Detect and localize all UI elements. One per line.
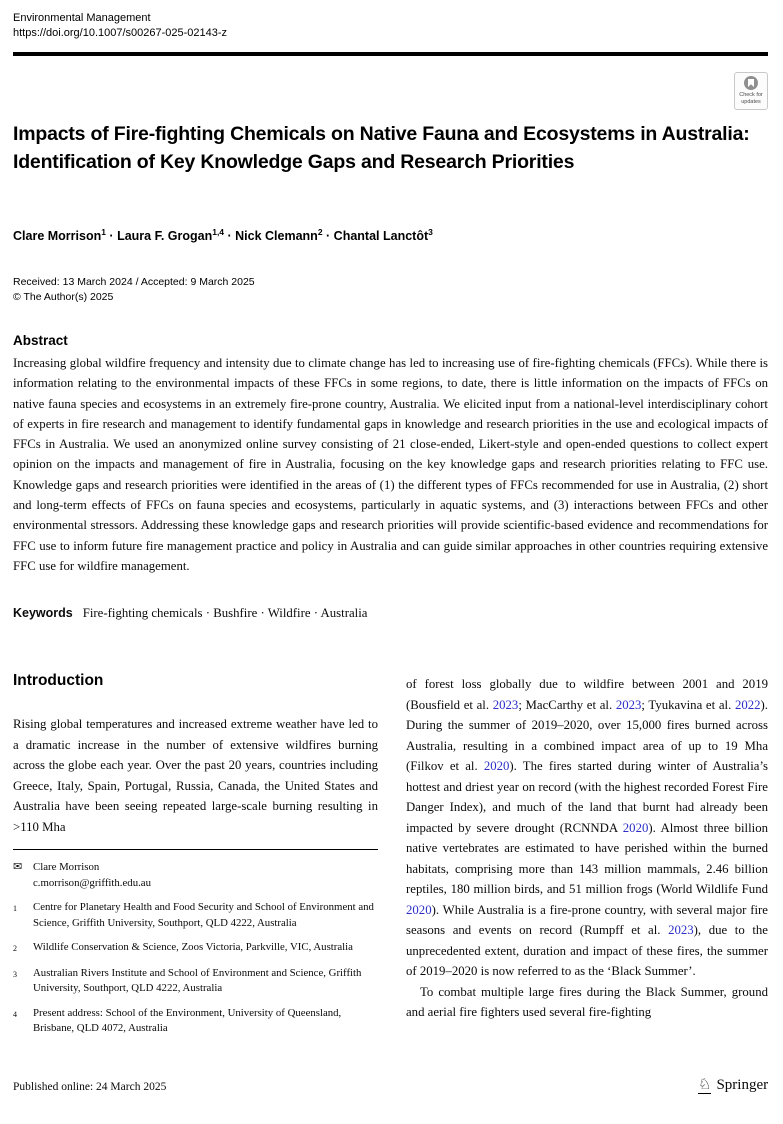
doi-link[interactable]: https://doi.org/10.1007/s00267-025-02143-z bbox=[13, 27, 228, 39]
article-title: Impacts of Fire-fighting Chemicals on Native Fauna and Ecosystems in Australia: Identification of Key Knowledge Gaps and Research Priorities bbox=[13, 123, 750, 173]
affiliation-number: 1 bbox=[13, 904, 17, 913]
crossmark-icon bbox=[744, 76, 758, 90]
check-for-updates-button[interactable] bbox=[734, 72, 768, 110]
citation-link[interactable]: 2020 bbox=[622, 820, 649, 835]
citation-link[interactable]: 2023 bbox=[668, 923, 694, 937]
affiliation-number: 4 bbox=[13, 1009, 17, 1019]
article-history bbox=[13, 275, 255, 305]
keywords-values: Fire-fighting chemicals · Bushfire · Wildfire · Australia bbox=[82, 606, 368, 620]
affiliation-text: Australian Rivers Institute and School of Environment and Science, Griffith University, Southport, QLD 4222, Australia bbox=[33, 966, 362, 994]
affiliation-text: Centre for Planetary Health and Food Security and School of Environment and Science, Griffith University, Southport, QLD 4222, Australia bbox=[33, 901, 374, 929]
affiliation-text: Present address: School of the Environment, University of Queensland, Brisbane, QLD 4072, Australia bbox=[33, 1006, 342, 1034]
header-rule bbox=[13, 52, 768, 56]
keywords-line bbox=[13, 606, 768, 621]
citation-link[interactable]: 2020 bbox=[406, 902, 432, 917]
journal-header bbox=[13, 11, 227, 41]
correspondence-name: Clare Morrison bbox=[33, 861, 100, 873]
footnote-block bbox=[13, 849, 378, 1037]
correspondence-email[interactable]: c.morrison@griffith.edu.au bbox=[33, 876, 151, 889]
affiliation-text: Wildlife Conservation & Science, Zoos Victoria, Parkville, VIC, Australia bbox=[33, 941, 353, 953]
springer-logo bbox=[698, 1077, 768, 1094]
intro-right-paragraph-2: To combat multiple large fires during the Black Summer, ground and aerial fire fighters used several fire-fighting bbox=[406, 984, 768, 1019]
springer-wordmark: Springer bbox=[716, 1077, 769, 1093]
abstract-heading: Abstract bbox=[13, 333, 68, 348]
affiliation-item bbox=[13, 940, 378, 957]
published-online: Published online: 24 March 2025 bbox=[13, 1081, 167, 1093]
correspondence bbox=[13, 860, 378, 891]
author-list: Clare Morrison$^1$ · Laura F. Grogan$^{1,4}$ · Nick Clemann$^2$ · Chantal Lanctôt$^3$ bbox=[13, 227, 433, 244]
affiliation-list bbox=[13, 900, 378, 1037]
intro-right-paragraph-1: of forest loss globally due to wildfire between 2001 and 2019 (Bousfield et al. 2023; MacCarthy et al. 2023; Tyukavina et al. 2022). During the summer of 2019–2020, over 15,000 fires burned across Australia, resulting in a combined impact area of up to 19 Mha (Filkov et al. 2020). The fires started during winter of Australia’s hottest and driest year on record (with the highest recorded Forest Fire Danger Index), and much of the land that burnt had already been impacted by severe drought (RCNNDA 2020). Almost three billion native vertebrates are estimated to have perished within the burned habitats, comprising more than 143 million mammals, 2.46 billion reptiles, 180 million birds, and 51 million frogs (World Wildlife Fund 2020). While Australia is a fire-prone country, with several major fire seasons and events on record (Rumpff et al. 2023), due to the unprecedented extent, duration and impact of these fires, the summer of 2019–2020 is now referred to as the ‘Black Summer’. bbox=[406, 677, 769, 978]
correspondence-text bbox=[33, 860, 378, 891]
affiliation-number: 3 bbox=[13, 969, 17, 979]
abstract-text: Increasing global wildfire frequency and intensity due to climate change has led to increasing use of fire-fighting chemicals (FFCs). While there is information relating to the environmental impacts of these FFCs in some regions, to date, there is little information on the impacts of FFCs on native fauna species and ecosystems in an extremely fire-prone country, Australia. We elicited input from a national-level interdisciplinary cohort of experts in fire research and management to identify fundamental gaps in knowledge and research priorities in the use and ecological impacts of FFCs in Australia. We used an anonymized online survey consisting of 21 close-ended, Likert-style and open-ended questions to collect expert opinion on the impacts and management of fire in Australia, focusing on the key knowledge gaps and research priorities relating to FFC use. Knowledge gaps and research priorities were identified in the areas of (1) the different types of FFCs recommended for use in Australia, (2) short and long-term effects of FFCs on fauna species and ecosystems, particularly in aquatic systems, and (3) interactions between FFCs and other environmental stressors. Addressing these knowledge gaps and research priorities will provide scientific-based evidence and recommendations for FFC use to inform future fire management practice and policy in Australia and can guide similar approaches in other countries requiring extensive FFC use for wildfire management. bbox=[13, 356, 768, 573]
citation-link[interactable]: 2020 bbox=[483, 759, 510, 773]
affiliation-item bbox=[13, 900, 378, 931]
journal-name: Environmental Management bbox=[13, 12, 151, 24]
springer-horse-icon: ♘ bbox=[698, 1077, 712, 1093]
affiliation-number: 2 bbox=[13, 944, 17, 953]
citation-link[interactable]: 2023 bbox=[492, 697, 519, 712]
envelope-icon: ✉ bbox=[13, 861, 23, 873]
keywords-label: Keywords bbox=[13, 606, 73, 620]
citation-link[interactable]: 2022 bbox=[734, 697, 761, 712]
check-for-updates-label: Check for updates bbox=[739, 92, 763, 105]
right-column bbox=[406, 674, 768, 1023]
introduction-heading: Introduction bbox=[13, 672, 104, 689]
intro-left-paragraph: Rising global temperatures and increased extreme weather have led to a dramatic increase in the number of extensive wildfires burning across the globe each year. Over the past 20 years, countries including Greece, Italy, Spain, Portugal, Russia, Canada, the United States and Australia have been seeing repeated large-scale burning resulting in >110 Mha bbox=[13, 717, 378, 834]
received-accepted-line: Received: 13 March 2024 / Accepted: 9 March 2025 bbox=[13, 276, 255, 288]
copyright-line: © The Author(s) 2025 bbox=[13, 291, 114, 303]
left-column bbox=[13, 672, 378, 837]
affiliation-item bbox=[13, 966, 378, 997]
affiliation-item bbox=[13, 1006, 378, 1037]
bookmark-icon bbox=[748, 79, 754, 87]
citation-link[interactable]: 2023 bbox=[615, 697, 642, 712]
